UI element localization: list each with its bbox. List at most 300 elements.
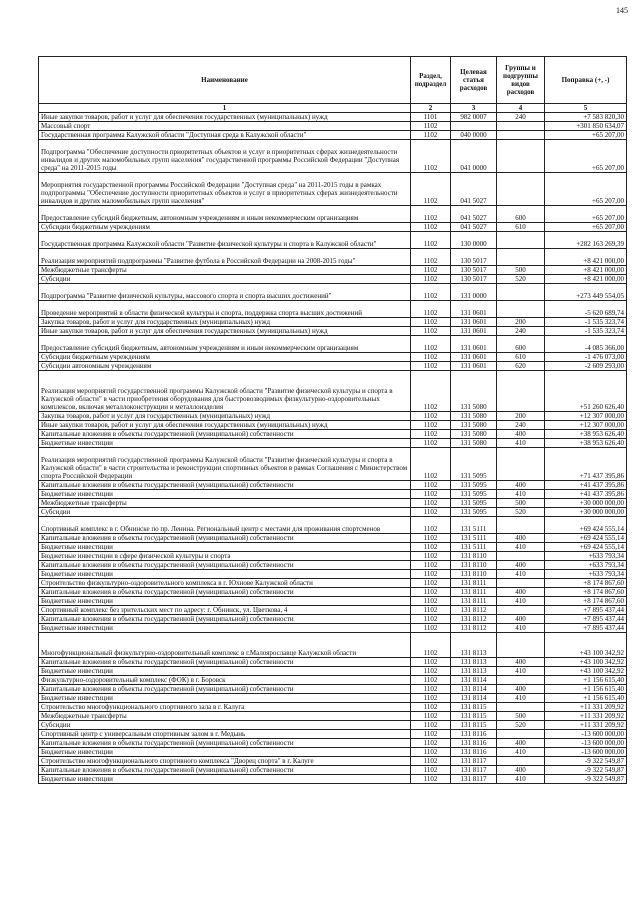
cell-name: Спортивный комплекс без зрительских мест по адресу: г. Обнинск, ул. Цветкова, 4 <box>39 606 411 615</box>
cell-amount: +30 000 000,00 <box>545 508 627 517</box>
header-section: Раздел, подраздел <box>411 57 451 104</box>
cell-name: Бюджетные инвестиции <box>39 624 411 633</box>
table-row <box>39 249 627 266</box>
cell-section: 1102 <box>411 534 451 543</box>
cell-amount: +633 793,34 <box>545 552 627 561</box>
cell-target: 131 8116 <box>451 748 497 757</box>
cell-group: 400 <box>497 739 545 748</box>
cell-section: 1102 <box>411 223 451 232</box>
table-row <box>39 412 627 421</box>
table-row <box>39 430 627 439</box>
cell-section: 1102 <box>411 131 451 140</box>
cell-section: 1102 <box>411 481 451 490</box>
table-row <box>39 766 627 775</box>
cell-amount: -5 620 689,74 <box>545 301 627 318</box>
cell-name: Капитальные вложения в объекты государственной (муниципальной) собственности <box>39 658 411 667</box>
cell-target: 982 0007 <box>451 113 497 122</box>
table-row <box>39 275 627 284</box>
column-number: 2 <box>411 104 451 113</box>
table-row <box>39 448 627 481</box>
cell-group: 240 <box>497 421 545 430</box>
cell-group <box>497 284 545 301</box>
cell-target: 130 0000 <box>451 232 497 249</box>
cell-target: 131 5080 <box>451 412 497 421</box>
cell-group <box>497 232 545 249</box>
cell-name: Бюджетные инвестиции <box>39 667 411 676</box>
cell-amount: +65 207,00 <box>545 173 627 206</box>
cell-name: Бюджетные инвестиции <box>39 748 411 757</box>
column-number: 1 <box>39 104 411 113</box>
cell-amount: +7 583 820,30 <box>545 113 627 122</box>
cell-name: Подпрограмма "Развитие физической культуры, массового спорта и спорта высших достижений" <box>39 284 411 301</box>
cell-amount: +71 437 395,86 <box>545 448 627 481</box>
cell-target: 131 8117 <box>451 775 497 784</box>
cell-amount: -9 322 549,87 <box>545 757 627 766</box>
table-row <box>39 552 627 561</box>
cell-name: Субсидии бюджетным учреждениям <box>39 223 411 232</box>
cell-name: Иные закупки товаров, работ и услуг для обеспечения государственных (муниципальных) нужд <box>39 421 411 430</box>
cell-name: Строительство физкультурно-оздоровительного комплекса в г. Юхнове Калужской области <box>39 579 411 588</box>
cell-amount: -2 609 293,00 <box>545 362 627 371</box>
cell-section: 1102 <box>411 206 451 223</box>
cell-section: 1102 <box>411 775 451 784</box>
cell-name: Иные закупки товаров, работ и услуг для обеспечения государственных (муниципальных) нужд <box>39 327 411 336</box>
cell-amount: -1 476 073,00 <box>545 353 627 362</box>
cell-group <box>497 606 545 615</box>
cell-section: 1102 <box>411 284 451 301</box>
cell-group <box>497 676 545 685</box>
table-row <box>39 534 627 543</box>
cell-name: Субсидии бюджетным учреждениям <box>39 353 411 362</box>
column-number: 3 <box>451 104 497 113</box>
cell-section: 1102 <box>411 353 451 362</box>
cell-group: 410 <box>497 624 545 633</box>
cell-section: 1102 <box>411 362 451 371</box>
cell-section: 1102 <box>411 757 451 766</box>
cell-target: 131 5095 <box>451 508 497 517</box>
cell-section: 1102 <box>411 439 451 448</box>
table-row <box>39 703 627 712</box>
cell-group <box>497 371 545 412</box>
cell-name: Государственная программа Калужской области "Доступная среда в Калужской области" <box>39 131 411 140</box>
cell-name: Капитальные вложения в объекты государственной (муниципальной) собственности <box>39 588 411 597</box>
cell-section: 1102 <box>411 606 451 615</box>
cell-group: 200 <box>497 412 545 421</box>
cell-group <box>497 173 545 206</box>
table-row <box>39 517 627 534</box>
cell-name: Капитальные вложения в объекты государственной (муниципальной) собственности <box>39 534 411 543</box>
header-group: Группы и подгруппы видов расходов <box>497 57 545 104</box>
cell-target: 131 8117 <box>451 766 497 775</box>
table-row <box>39 362 627 371</box>
table-row <box>39 131 627 140</box>
cell-amount: +12 307 000,00 <box>545 412 627 421</box>
table-row <box>39 371 627 412</box>
cell-group <box>497 730 545 739</box>
table-row <box>39 757 627 766</box>
cell-group: 610 <box>497 353 545 362</box>
cell-name: Строительство многофункционального спортивного комплекса "Дворец спорта" в г. Калуге <box>39 757 411 766</box>
cell-name: Субсидии <box>39 275 411 284</box>
cell-group: 400 <box>497 430 545 439</box>
cell-amount: +43 100 342,92 <box>545 667 627 676</box>
cell-group: 520 <box>497 508 545 517</box>
cell-name: Бюджетные инвестиции <box>39 570 411 579</box>
column-number: 4 <box>497 104 545 113</box>
cell-name: Иные закупки товаров, работ и услуг для обеспечения государственных (муниципальных) нужд <box>39 113 411 122</box>
cell-amount: +633 793,34 <box>545 570 627 579</box>
table-row <box>39 721 627 730</box>
cell-name: Строительство многофункционального спортивного зала в г. Калуга <box>39 703 411 712</box>
table-row <box>39 658 627 667</box>
table-row <box>39 775 627 784</box>
cell-section: 1102 <box>411 667 451 676</box>
table-row <box>39 561 627 570</box>
cell-amount: +11 331 209,92 <box>545 721 627 730</box>
cell-group: 410 <box>497 570 545 579</box>
table-row <box>39 439 627 448</box>
cell-group <box>497 517 545 534</box>
table-row <box>39 676 627 685</box>
cell-target: 131 8112 <box>451 615 497 624</box>
cell-group: 400 <box>497 685 545 694</box>
cell-section: 1102 <box>411 588 451 597</box>
cell-section: 1102 <box>411 597 451 606</box>
table-row <box>39 543 627 552</box>
cell-name: Мероприятия государственной программы Российской Федерации "Доступная среда" на 2011-2015 годы в рамках подпрограммы "Обеспечение доступности приоритетных объектов и услуг в приоритетных сферах жизнедеятельности инвалидов и других маломобильных групп населения" <box>39 173 411 206</box>
cell-amount: -1 535 323,74 <box>545 327 627 336</box>
cell-section: 1102 <box>411 318 451 327</box>
cell-amount: +8 174 867,60 <box>545 588 627 597</box>
cell-name: Капитальные вложения в объекты государственной (муниципальной) собственности <box>39 561 411 570</box>
cell-section: 1102 <box>411 517 451 534</box>
cell-target: 131 0000 <box>451 284 497 301</box>
cell-group: 610 <box>497 223 545 232</box>
cell-section: 1102 <box>411 633 451 658</box>
table-row <box>39 481 627 490</box>
header-target: Целевая статья расходов <box>451 57 497 104</box>
table-row <box>39 588 627 597</box>
cell-section: 1102 <box>411 730 451 739</box>
cell-group: 620 <box>497 362 545 371</box>
cell-group <box>497 448 545 481</box>
table-row <box>39 615 627 624</box>
table-row <box>39 266 627 275</box>
cell-name: Предоставление субсидий бюджетным, автономным учреждениям и иным некоммерческим организациям <box>39 206 411 223</box>
cell-section: 1102 <box>411 327 451 336</box>
cell-amount: -13 600 000,00 <box>545 748 627 757</box>
cell-amount: +69 424 555,14 <box>545 517 627 534</box>
cell-group: 400 <box>497 534 545 543</box>
cell-target: 131 8115 <box>451 721 497 730</box>
cell-name: Закупка товаров, работ и услуг для государственных (муниципальных) нужд <box>39 412 411 421</box>
cell-amount: -9 322 549,87 <box>545 766 627 775</box>
cell-name: Бюджетные инвестиции <box>39 694 411 703</box>
cell-amount: -13 600 000,00 <box>545 730 627 739</box>
cell-target: 130 5017 <box>451 249 497 266</box>
cell-amount: +65 207,00 <box>545 223 627 232</box>
cell-group: 410 <box>497 490 545 499</box>
cell-group <box>497 552 545 561</box>
cell-section: 1102 <box>411 552 451 561</box>
table-row <box>39 353 627 362</box>
table-row <box>39 624 627 633</box>
cell-target: 131 0601 <box>451 353 497 362</box>
table-row <box>39 173 627 206</box>
cell-target: 131 0601 <box>451 336 497 353</box>
cell-group: 520 <box>497 275 545 284</box>
cell-section: 1102 <box>411 624 451 633</box>
cell-target: 131 8112 <box>451 606 497 615</box>
cell-name: Реализация мероприятий государственной программы Калужской области "Развитие физической культуры и спорта в Калужской области" в части приобретения оборудования для быстровозводимых физкультурно-оздоровительных комплексов, включая металлоконструкции и металлоизделия <box>39 371 411 412</box>
cell-amount: +8 421 000,00 <box>545 249 627 266</box>
cell-group: 400 <box>497 481 545 490</box>
cell-section: 1102 <box>411 739 451 748</box>
cell-group: 400 <box>497 658 545 667</box>
cell-name: Капитальные вложения в объекты государственной (муниципальной) собственности <box>39 430 411 439</box>
cell-section: 1102 <box>411 499 451 508</box>
budget-table <box>38 56 627 784</box>
table-row <box>39 490 627 499</box>
cell-name: Бюджетные инвестиции <box>39 543 411 552</box>
table-row <box>39 284 627 301</box>
cell-group <box>497 140 545 173</box>
cell-target: 041 5027 <box>451 223 497 232</box>
cell-target: 131 8114 <box>451 694 497 703</box>
cell-amount: +41 437 395,86 <box>545 490 627 499</box>
cell-target: 131 5095 <box>451 481 497 490</box>
cell-group: 500 <box>497 499 545 508</box>
cell-target: 041 5027 <box>451 173 497 206</box>
cell-amount: +7 895 437,44 <box>545 615 627 624</box>
cell-name: Физкультурно-оздоровительный комплекс (ФОК) в г. Боровск <box>39 676 411 685</box>
cell-target: 131 0601 <box>451 362 497 371</box>
cell-amount: +7 895 437,44 <box>545 624 627 633</box>
cell-section: 1102 <box>411 615 451 624</box>
cell-amount: +65 207,00 <box>545 206 627 223</box>
cell-target: 131 0601 <box>451 327 497 336</box>
cell-section: 1102 <box>411 266 451 275</box>
table-row <box>39 633 627 658</box>
cell-target: 131 8111 <box>451 579 497 588</box>
cell-name: Субсидии автономным учреждениям <box>39 362 411 371</box>
cell-name: Спортивный комплекс в г. Обнинске по пр. Ленина. Региональный центр с местами для проживания спортсменов <box>39 517 411 534</box>
cell-name: Капитальные вложения в объекты государственной (муниципальной) собственности <box>39 766 411 775</box>
table-row <box>39 113 627 122</box>
cell-group <box>497 579 545 588</box>
cell-group: 520 <box>497 721 545 730</box>
table-row <box>39 712 627 721</box>
cell-section: 1102 <box>411 694 451 703</box>
cell-name: Субсидии <box>39 721 411 730</box>
table-row <box>39 232 627 249</box>
cell-name: Бюджетные инвестиции <box>39 775 411 784</box>
cell-name: Реализация мероприятий подпрограммы "Развитие футбола в Российской Федерации на 2008-2015 годы" <box>39 249 411 266</box>
column-number: 5 <box>545 104 627 113</box>
table-row <box>39 730 627 739</box>
table-row <box>39 667 627 676</box>
table-row <box>39 508 627 517</box>
cell-section: 1102 <box>411 122 451 131</box>
cell-name: Государственная программа Калужской области "Развитие физической культуры и спорта в Калужской области" <box>39 232 411 249</box>
cell-section: 1102 <box>411 249 451 266</box>
cell-name: Проведение мероприятий в области физической культуры и спорта, поддержка спорта высших достижений <box>39 301 411 318</box>
cell-target: 131 5080 <box>451 421 497 430</box>
table-row <box>39 140 627 173</box>
cell-target: 131 0601 <box>451 301 497 318</box>
table-row <box>39 223 627 232</box>
cell-group <box>497 757 545 766</box>
cell-amount: +38 953 626,40 <box>545 430 627 439</box>
cell-group: 400 <box>497 766 545 775</box>
cell-name: Предоставление субсидий бюджетным, автономным учреждениям и иным некоммерческим организациям <box>39 336 411 353</box>
table-row <box>39 499 627 508</box>
cell-name: Спортивный центр с универсальным спортивным залом в г. Медынь <box>39 730 411 739</box>
cell-target: 131 8114 <box>451 676 497 685</box>
cell-group: 500 <box>497 712 545 721</box>
cell-group: 240 <box>497 113 545 122</box>
cell-amount: +282 163 269,39 <box>545 232 627 249</box>
cell-amount: +11 331 209,92 <box>545 703 627 712</box>
table-row <box>39 336 627 353</box>
table-row <box>39 570 627 579</box>
table-row <box>39 122 627 131</box>
cell-group: 400 <box>497 615 545 624</box>
cell-amount: +8 421 000,00 <box>545 275 627 284</box>
cell-target: 131 8113 <box>451 667 497 676</box>
cell-target: 131 8117 <box>451 757 497 766</box>
cell-section: 1102 <box>411 543 451 552</box>
table-row <box>39 739 627 748</box>
cell-target: 131 5111 <box>451 534 497 543</box>
table-row <box>39 301 627 318</box>
cell-section: 1102 <box>411 140 451 173</box>
cell-group <box>497 122 545 131</box>
cell-amount: +1 156 615,40 <box>545 676 627 685</box>
cell-section: 1102 <box>411 430 451 439</box>
cell-amount: -9 322 549,87 <box>545 775 627 784</box>
cell-target <box>451 122 497 131</box>
cell-target: 131 8110 <box>451 561 497 570</box>
cell-section: 1102 <box>411 721 451 730</box>
cell-amount: +43 100 342,92 <box>545 633 627 658</box>
cell-section: 1102 <box>411 508 451 517</box>
cell-target: 131 8111 <box>451 597 497 606</box>
cell-name: Капитальные вложения в объекты государственной (муниципальной) собственности <box>39 615 411 624</box>
cell-amount: -13 600 000,00 <box>545 739 627 748</box>
cell-target: 131 8116 <box>451 739 497 748</box>
cell-target: 041 5027 <box>451 206 497 223</box>
cell-target: 131 5095 <box>451 490 497 499</box>
cell-section: 1102 <box>411 676 451 685</box>
cell-target: 131 8115 <box>451 703 497 712</box>
cell-name: Бюджетные инвестиции <box>39 490 411 499</box>
cell-amount: +65 207,00 <box>545 131 627 140</box>
table-row <box>39 694 627 703</box>
cell-name: Капитальные вложения в объекты государственной (муниципальной) собственности <box>39 481 411 490</box>
cell-section: 1102 <box>411 448 451 481</box>
cell-amount: +65 207,00 <box>545 140 627 173</box>
page-number: 145 <box>616 6 628 15</box>
cell-group <box>497 301 545 318</box>
cell-target: 131 8111 <box>451 588 497 597</box>
cell-section: 1102 <box>411 685 451 694</box>
table-row <box>39 318 627 327</box>
cell-group: 410 <box>497 597 545 606</box>
cell-section: 1102 <box>411 766 451 775</box>
cell-target: 040 0000 <box>451 131 497 140</box>
cell-group: 410 <box>497 667 545 676</box>
cell-name: Многофункциональный физкультурно-оздоровительный комплекс в г.Малоярославце Калужской области <box>39 633 411 658</box>
cell-target: 131 8110 <box>451 552 497 561</box>
cell-group: 410 <box>497 694 545 703</box>
cell-target: 131 5111 <box>451 517 497 534</box>
cell-amount: -1 535 323,74 <box>545 318 627 327</box>
cell-target: 131 5095 <box>451 448 497 481</box>
cell-amount: +1 156 615,40 <box>545 685 627 694</box>
cell-group: 410 <box>497 543 545 552</box>
cell-name: Межбюджетные трансферты <box>39 499 411 508</box>
cell-name: Бюджетные инвестиции в сфере физической культуры и спорта <box>39 552 411 561</box>
cell-name: Межбюджетные трансферты <box>39 712 411 721</box>
cell-group: 410 <box>497 775 545 784</box>
cell-group: 200 <box>497 318 545 327</box>
cell-amount: +51 260 626,40 <box>545 371 627 412</box>
cell-amount: +8 174 867,60 <box>545 597 627 606</box>
table-row <box>39 579 627 588</box>
header-row <box>39 57 627 104</box>
cell-target: 131 5080 <box>451 439 497 448</box>
cell-group <box>497 249 545 266</box>
cell-section: 1102 <box>411 570 451 579</box>
cell-group <box>497 633 545 658</box>
table-row <box>39 606 627 615</box>
cell-target: 131 8115 <box>451 712 497 721</box>
cell-target: 131 5080 <box>451 371 497 412</box>
cell-section: 1102 <box>411 421 451 430</box>
table-row <box>39 206 627 223</box>
cell-group: 500 <box>497 266 545 275</box>
cell-section: 1102 <box>411 412 451 421</box>
cell-name: Закупка товаров, работ и услуг для государственных (муниципальных) нужд <box>39 318 411 327</box>
cell-target: 131 8110 <box>451 570 497 579</box>
cell-group: 240 <box>497 327 545 336</box>
cell-section: 1102 <box>411 275 451 284</box>
table-row <box>39 597 627 606</box>
cell-group: 600 <box>497 336 545 353</box>
cell-name: Бюджетные инвестиции <box>39 439 411 448</box>
cell-section: 1102 <box>411 232 451 249</box>
cell-name: Подпрограмма "Обеспечение доступности приоритетных объектов и услуг в приоритетных сферах жизнедеятельности инвалидов и других маломобильных групп населения" государственной программы Российской Федерации "Доступная среда" на 2011-2015 годы <box>39 140 411 173</box>
cell-group <box>497 131 545 140</box>
cell-section: 1102 <box>411 336 451 353</box>
cell-target: 131 0601 <box>451 318 497 327</box>
cell-amount: +7 895 437,44 <box>545 606 627 615</box>
cell-section: 1101 <box>411 113 451 122</box>
cell-target: 131 8113 <box>451 633 497 658</box>
cell-section: 1102 <box>411 561 451 570</box>
cell-name: Капитальные вложения в объекты государственной (муниципальной) собственности <box>39 685 411 694</box>
cell-target: 131 5080 <box>451 430 497 439</box>
cell-section: 1102 <box>411 658 451 667</box>
cell-amount: +8 421 000,00 <box>545 266 627 275</box>
cell-name: Капитальные вложения в объекты государственной (муниципальной) собственности <box>39 739 411 748</box>
cell-name: Межбюджетные трансферты <box>39 266 411 275</box>
cell-section: 1102 <box>411 703 451 712</box>
cell-amount: +11 331 209,92 <box>545 712 627 721</box>
cell-name: Бюджетные инвестиции <box>39 597 411 606</box>
table-row <box>39 327 627 336</box>
